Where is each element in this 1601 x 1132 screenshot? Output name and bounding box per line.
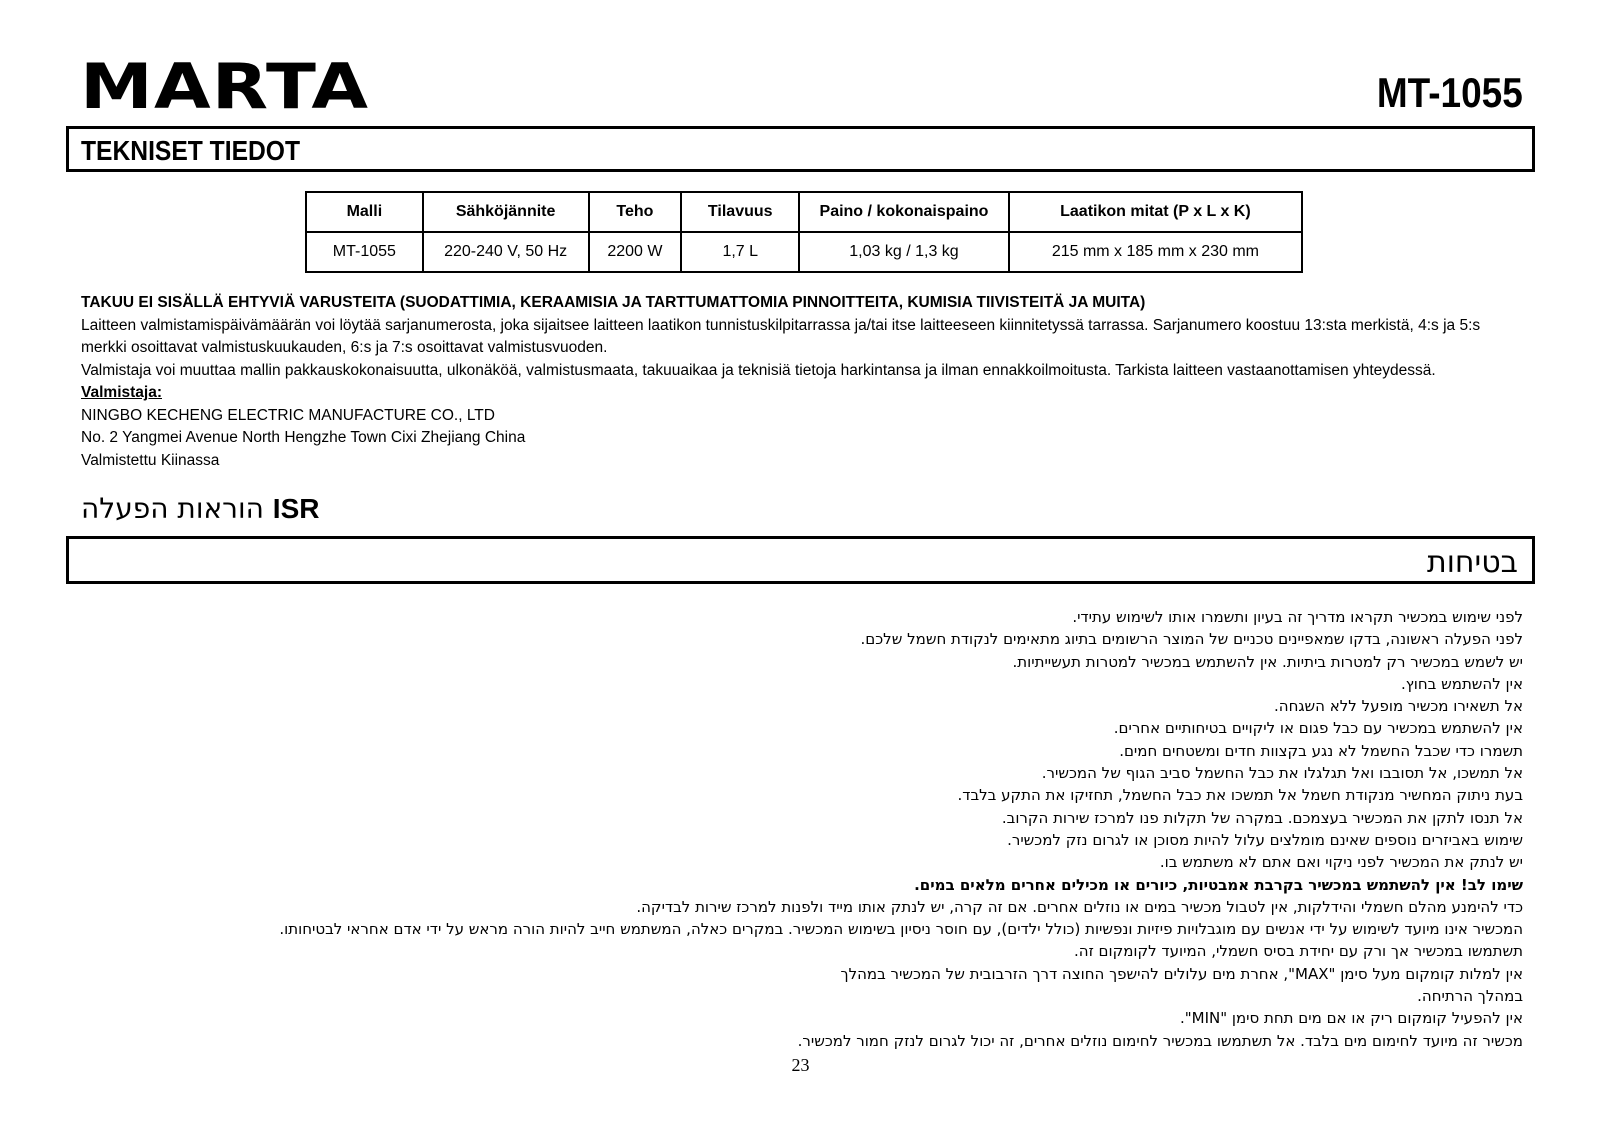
isr-heading — [81, 492, 319, 525]
spec-header-model: Malli — [306, 192, 423, 232]
change-notice: Valmistaja voi muuttaa mallin pakkauskokonaisuutta, ulkonäköä, valmistusmaata, takuuaikaa ja teknisiä tietoja harkintansa ja ilman ennakkoilmoitusta. Tarkista laitteen vastaanottamisen yhteydessä. — [81, 361, 1436, 379]
list-item: תשמרו כדי שכבל החשמל לא נגע בקצוות חדים ומשטחים חמים. — [1119, 741, 1523, 760]
made-in: Valmistettu Kiinassa — [81, 451, 220, 469]
list-item: במהלך הרתיחה. — [1417, 987, 1523, 1006]
spec-header-box-size: Laatikon mitat (P x L x K) — [1009, 192, 1302, 232]
list-item: יש לנתק את המכשיר לפני ניקוי ואם אתם לא משתמש בו. — [1159, 853, 1523, 872]
spec-table — [305, 191, 1303, 273]
spec-cell-voltage: 220-240 V, 50 Hz — [423, 232, 589, 272]
brand-logo: MARTA — [80, 50, 370, 123]
list-item: שימוש באביזרים נוספים שאינם מומלצים עלול להיות מסוכן או לגרום נזק למכשיר. — [1007, 830, 1523, 849]
spec-header-power: Teho — [589, 192, 682, 232]
spec-cell-weight: 1,03 kg / 1,3 kg — [799, 232, 1009, 272]
spec-header-weight: Paino / kokonaispaino — [799, 192, 1009, 232]
isr-code: ISR — [272, 493, 320, 524]
serial-info-line-1: Laitteen valmistamispäivämäärän voi löytää sarjanumerosta, joka sijaitsee laitteen laatikon tunnistuskilpitarrassa ja/tai itse laitteeseen kiinnitetyssä tarrassa. Sarjanumero koostuu 13:sta merkistä, 4:s ja 5:s — [81, 316, 1481, 334]
list-item: יש לשמש במכשיר רק למטרות ביתיות. אין להשתמש במכשיר למטרות תעשייתיות. — [1012, 652, 1523, 671]
manufacturer-label: Valmistaja: — [81, 384, 162, 401]
list-item: אין למלות קומקום מעל סימן "MAX", אחרת מים עלולים להישפך החוצה דרך הזרבובית של המכשיר במהלך — [840, 964, 1523, 983]
list-item: תשתמשו במכשיר אך ורק עם יחידת בסיס חשמלי, המיועד לקומקום זה. — [1074, 942, 1523, 961]
isr-title-hebrew: הוראות הפעלה — [81, 492, 264, 525]
model-number: MT-1055 — [1377, 69, 1523, 116]
list-item: אל תשאירו מכשיר מופעל ללא השגחה. — [1274, 697, 1523, 716]
spec-table-header-row — [306, 192, 1302, 232]
finnish-text-block — [81, 292, 1541, 472]
hebrew-safety-text — [63, 606, 1523, 1052]
list-item: המכשיר אינו מיועד לשימוש על ידי אנשים עם מוגבלויות פיזיות ונפשיות (כולל ילדים), עם חוסר ניסיון בשימוש המכשיר. במקרים כאלה, המשתמש חייב להיות הורה מראש על ידי אדם אחראי לבטיחותו. — [279, 920, 1523, 939]
table-row — [306, 232, 1302, 272]
list-item: אין להשתמש בחוץ. — [1400, 674, 1523, 693]
spec-cell-model: MT-1055 — [306, 232, 423, 272]
list-item: לפני הפעלה ראשונה, בדקו שמאפיינים טכניים של המוצר הרשומים בתיוג מתאימים לנקודת חשמל שלכם. — [860, 630, 1523, 649]
section-title-technical: TEKNISET TIEDOT — [81, 135, 301, 166]
list-item: לפני שימוש במכשיר תקראו מדריך זה בעיון ותשמרו אותו לשימוש עתידי. — [1072, 608, 1523, 626]
spec-cell-capacity: 1,7 L — [681, 232, 799, 272]
page-number: 23 — [791, 1055, 810, 1075]
serial-info-line-2: merkki osoittavat valmistuskuukauden, 6:s ja 7:s osoittavat valmistusvuoden. — [81, 339, 608, 356]
section-title-safety: בטיחות — [1427, 545, 1518, 580]
spec-header-capacity: Tilavuus — [681, 192, 799, 232]
warning-line: שימו לב! אין להשתמש במכשיר בקרבת אמבטיות, כיורים או מכילים אחרים מלאים במים. — [914, 875, 1523, 894]
spec-cell-box-size: 215 mm x 185 mm x 230 mm — [1009, 232, 1302, 272]
spec-header-voltage: Sähköjännite — [423, 192, 589, 232]
warranty-heading: TAKUU EI SISÄLLÄ EHTYVIÄ VARUSTEITA (SUODATTIMIA, KERAAMISIA JA TARTTUMATTOMIA PINNOITTEITA, KUMISIA TIIVISTEITÄ JA MUITA) — [81, 294, 1146, 311]
list-item: מכשיר זה מיועד לחימום מים בלבד. אל תשתמשו במכשיר לחימום נוזלים אחרים, זה יכול לגרום לנזק חמור למכשיר. — [797, 1031, 1523, 1050]
list-item: אל תמשכו, אל תסובבו ואל תגלגלו את כבל החשמל סביב הגוף של המכשיר. — [1041, 764, 1523, 783]
list-item: בעת ניתוק המחשיר מנקודת חשמל אל תמשכו את כבל החשמל, תחזיקו את התקע בלבד. — [957, 786, 1523, 805]
list-item: כדי להימנע מהלם חשמלי והידלקות, אין לטבול מכשיר במים או נוזלים אחרים. אם זה קרה, יש לנתק אותו מייד ולפנות למרכז שירות לבדיקה. — [636, 897, 1523, 916]
manufacturer-address: No. 2 Yangmei Avenue North Hengzhe Town Cixi Zhejiang China — [81, 429, 526, 446]
list-item: אל תנסו לתקן את המכשיר בעצמכם. במקרה של תקלות פנו למרכז שירות הקרוב. — [1001, 808, 1523, 827]
list-item: אין להשתמש במכשיר עם כבל פגום או ליקויים בטיחותיים אחרים. — [1113, 719, 1523, 738]
manufacturer-name: NINGBO KECHENG ELECTRIC MANUFACTURE CO., LTD — [81, 406, 495, 424]
section-header-safety — [66, 536, 1535, 584]
list-item: אין להפעיל קומקום ריק או אם מים תחת סימן "MIN". — [1179, 1009, 1523, 1028]
section-header-technical — [66, 126, 1535, 172]
spec-cell-power: 2200 W — [589, 232, 682, 272]
